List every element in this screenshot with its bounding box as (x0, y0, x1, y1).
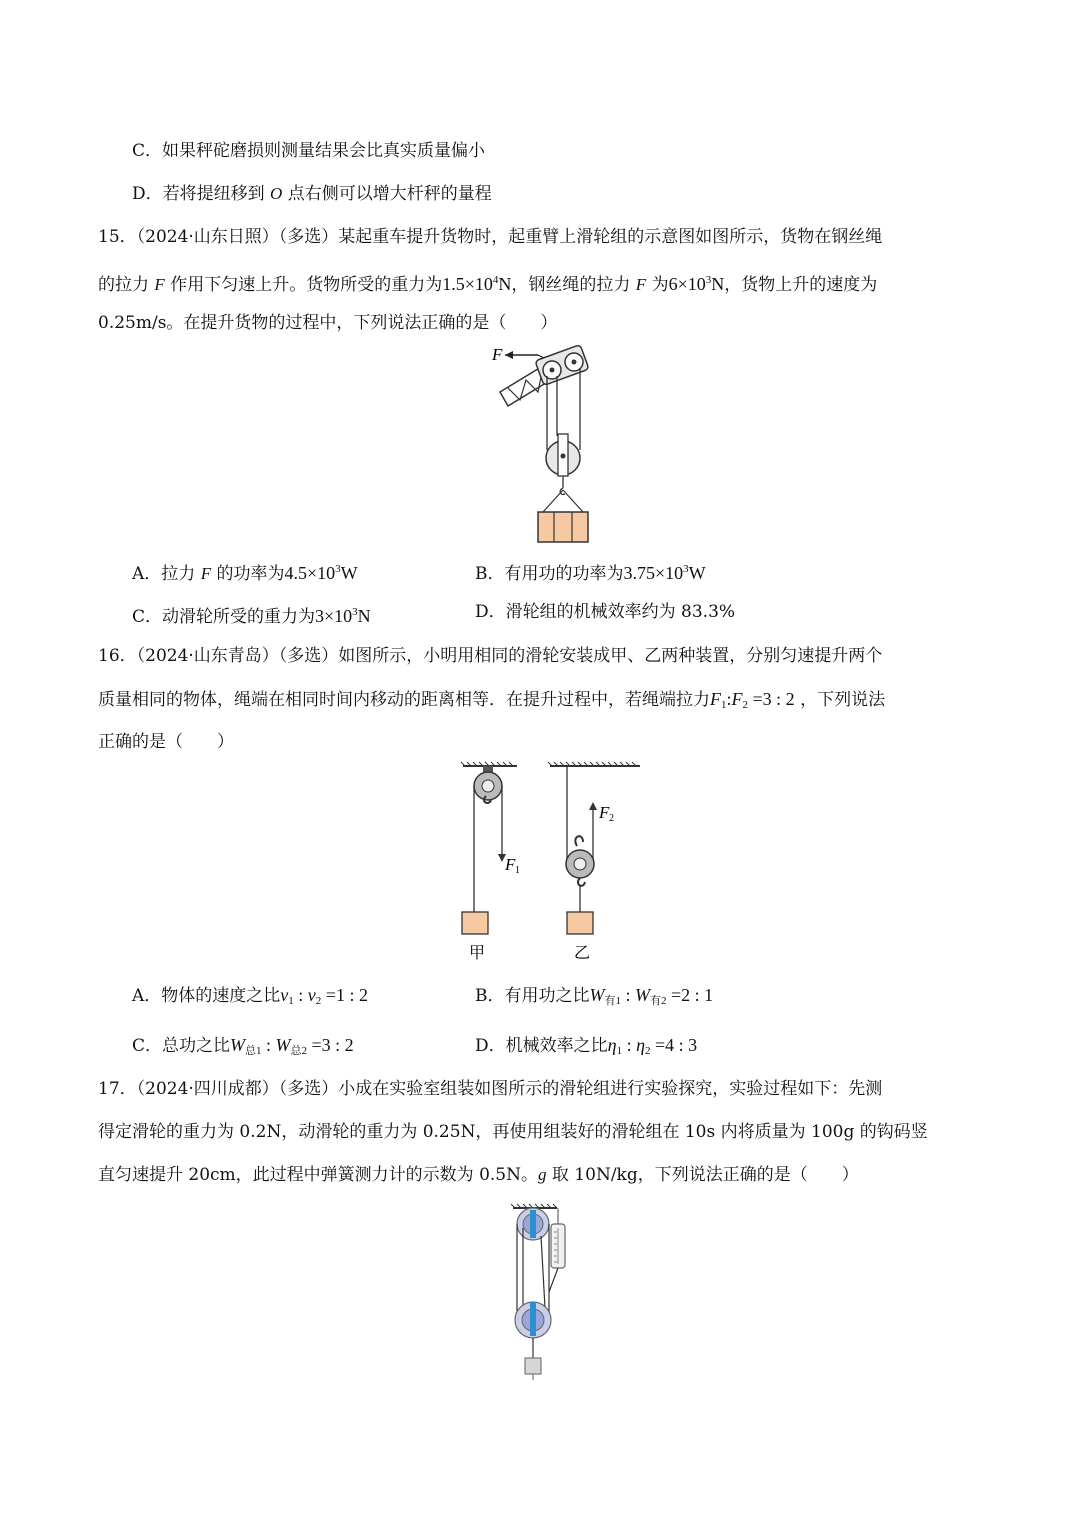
label-jia: 甲 (468, 943, 486, 962)
lab-pulley-figure (505, 1202, 595, 1392)
q16-line-3: 正确的是（ ） (98, 732, 234, 752)
q15-option-a: A．拉力 F 的功率为$4.5\times 10^3W$ (132, 563, 358, 584)
q16-option-a: A．物体的速度之比$v_1$ : $v_2 =1$ : 2 (132, 985, 368, 1007)
q16-line-1: 16．（2024·山东青岛）（多选）如图所示，小明用相同的滑轮安装成甲、乙两种装置，分别匀速提升两个 (98, 646, 883, 666)
q15-option-b: B．有用功的功率为$3.75\times 10^3W$ (475, 563, 706, 584)
q17-line-1: 17．（2024·四川成都）（多选）小成在实验室组装如图所示的滑轮组进行实验探究，实验过程如下：先测 (98, 1079, 883, 1099)
q16-line-2: 质量相同的物体，绳端在相同时间内移动的距离相等．在提升过程中，若绳端拉力$F_1:F_2 =3$ : 2 ，下列说法 (98, 689, 886, 711)
q17-line-2: 得定滑轮的重力为 0.2N，动滑轮的重力为 0.25N，再使用组装好的滑轮组在 10s 内将质量为 100g 的钩码竖 (98, 1122, 928, 1142)
q16-option-b: B．有用功之比$W_{有1}$ : $W_{有2} =2$ : 1 (475, 985, 714, 1007)
label-yi: 乙 (573, 943, 591, 962)
force-f1-label: F (505, 855, 516, 874)
force-f2-label: F (599, 803, 610, 822)
q15-line-3: 0.25m/s。在提升货物的过程中，下列说法正确的是（ ） (98, 313, 558, 333)
q14-option-c: C．如果秤砣磨损则测量结果会比真实质量偏小 (132, 141, 486, 161)
force-f1-subscript: 1 (515, 865, 520, 876)
q15-line-1: 15．（2024·山东日照）（多选）某起重车提升货物时，起重臂上滑轮组的示意图如图所示，货物在钢丝绳 (98, 227, 883, 247)
q16-option-c: C．总功之比$W_{总1}$ : $W_{总2} =3$ : 2 (132, 1035, 354, 1057)
q16-option-d: D．机械效率之比$\eta_1$ : $\eta_2 =4$ : 3 (475, 1035, 698, 1057)
force-f2-subscript: 2 (609, 813, 614, 824)
q15-option-c: C．动滑轮所受的重力为$3\times 10^3N$ (132, 606, 371, 627)
q17-line-3: 直匀速提升 20cm，此过程中弹簧测力计的示数为 0.5N。g 取 10N/kg，下列说法正确的是（ ） (98, 1165, 859, 1185)
force-f-label: F (492, 345, 503, 364)
crane-pulley-figure (480, 344, 620, 544)
pulley-comparison-figure (455, 762, 645, 962)
q15-option-d: D．滑轮组的机械效率约为 83.3% (475, 602, 736, 622)
q14-option-d: D．若将提纽移到 O 点右侧可以增大杆秤的量程 (132, 184, 492, 204)
q15-line-2: 的拉力 F 作用下匀速上升。货物所受的重力为$1.5\times 10^4N$，钢丝绳的拉力 F 为$6\times 10^3N$，货物上升的速度为 (98, 274, 878, 295)
